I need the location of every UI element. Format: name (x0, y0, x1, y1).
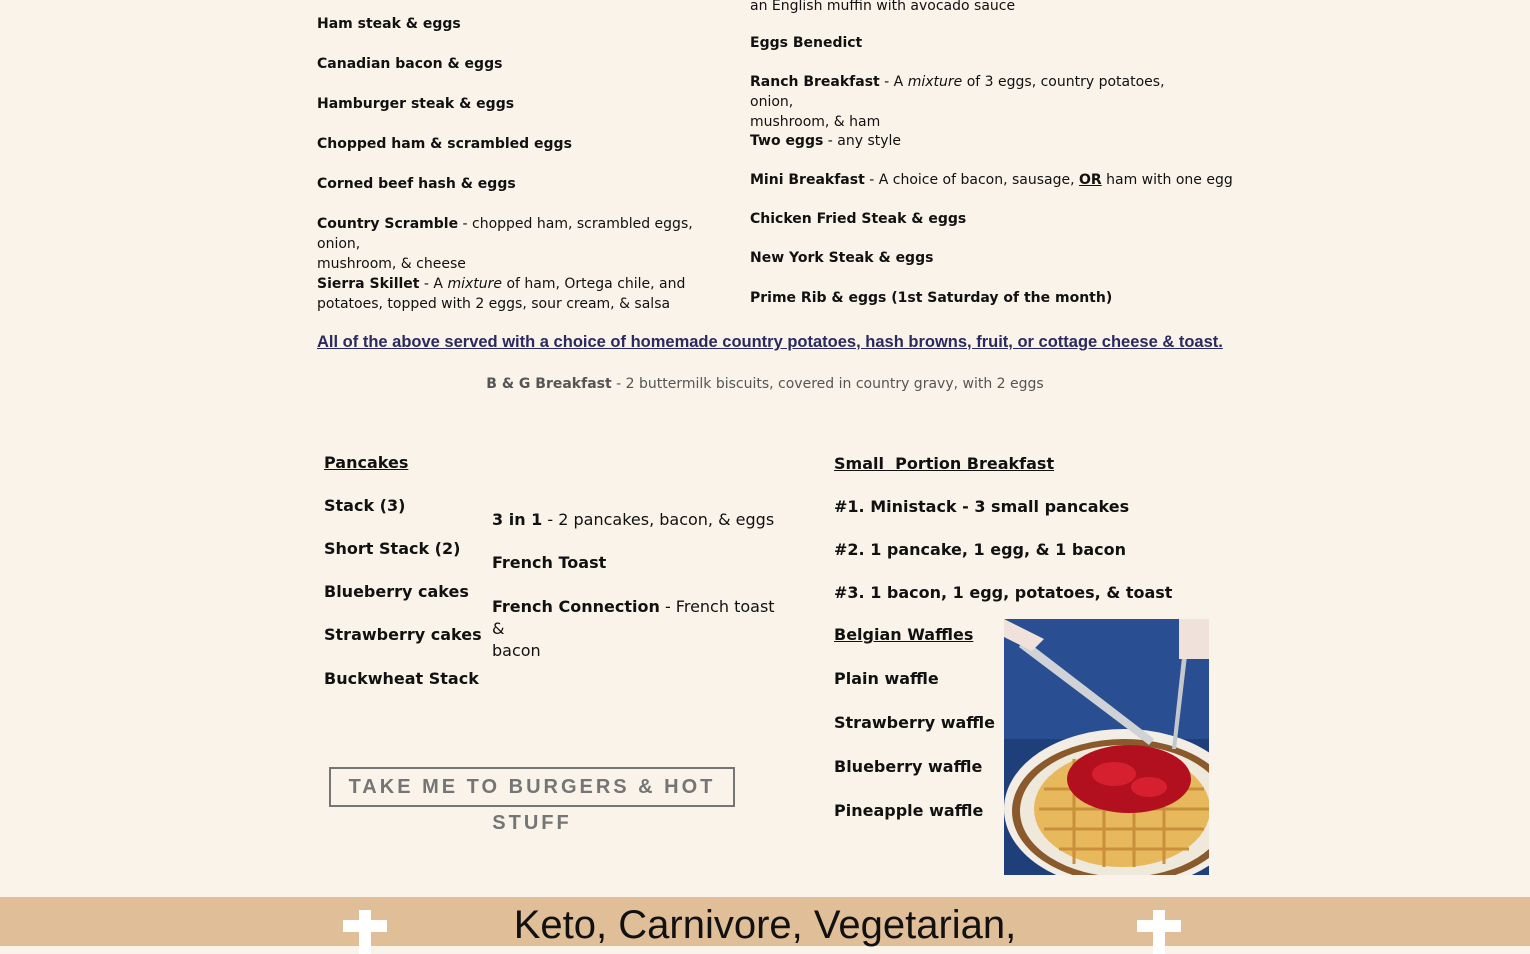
menu-item-hamburger-steak (317, 94, 514, 114)
menu-item-country-scramble (317, 214, 737, 274)
waffle-item: Blueberry waffle (834, 757, 983, 776)
item-desc-line2: mushroom, & cheese (317, 256, 466, 272)
waffle-item: Plain waffle (834, 669, 939, 688)
small-portion-item: #3. 1 bacon, 1 egg, potatoes, & toast (834, 583, 1173, 602)
item-desc-line2: bacon (492, 641, 541, 660)
item-desc-line2: potatoes, topped with 2 eggs, sour cream, & salsa (317, 296, 671, 312)
item-name: Prime Rib & eggs (1st Saturday of the month) (750, 290, 1113, 306)
pancake-item: Blueberry cakes (324, 582, 469, 601)
item-desc: - French toast & (492, 597, 775, 638)
item-name: Eggs Benedict (750, 35, 863, 51)
menu-item-mini-breakfast (750, 170, 1233, 190)
menu-item-two-eggs (750, 131, 901, 151)
menu-item-chicken-fried (750, 209, 966, 229)
pancakes-heading: Pancakes (324, 453, 409, 472)
waffle-photo (1004, 619, 1209, 875)
item-desc: - A choice of bacon, sausage, (864, 172, 1079, 188)
item-name: Mini Breakfast (750, 172, 865, 188)
item-desc: - any style (823, 133, 902, 149)
item-desc: an English muffin with avocado sauce (750, 0, 1016, 14)
waffle-photo-svg (1004, 619, 1209, 875)
item-desc-post: ham with one egg (1101, 172, 1233, 188)
served-with-note: All of the above served with a choice of homemade country potatoes, hash browns, fruit, or cottage cheese & toast. (317, 333, 1223, 351)
small-portion-item: #2. 1 pancake, 1 egg, & 1 bacon (834, 540, 1126, 559)
pancake-item: Stack (3) (324, 496, 406, 515)
small-portion-heading: Small Portion Breakfast (834, 454, 1055, 473)
item-name: Canadian bacon & eggs (317, 56, 503, 72)
menu-item-french-toast: French Toast (492, 553, 607, 572)
item-desc-italic: mixture (907, 74, 963, 90)
menu-item-prime-rib (750, 288, 1112, 308)
item-desc: - 2 buttermilk biscuits, covered in country gravy, with 2 eggs (611, 376, 1044, 392)
waffles-heading: Belgian Waffles (834, 625, 974, 644)
menu-item-bg-breakfast (0, 376, 1530, 392)
pancake-item: Buckwheat Stack (324, 669, 479, 688)
item-name: French Connection (492, 597, 660, 616)
item-name: Corned beef hash & eggs (317, 176, 516, 192)
footer-title: Keto, Carnivore, Vegetarian, (513, 903, 1017, 947)
item-desc: - chopped ham, scrambled eggs, onion, (317, 216, 693, 252)
item-desc-post: of 3 eggs, country potatoes, onion, (750, 74, 1165, 110)
item-name: Chopped ham & scrambled eggs (317, 136, 572, 152)
waffle-item: Pineapple waffle (834, 801, 984, 820)
menu-item-new-york (750, 248, 933, 268)
menu-item-eggs-benedict (750, 33, 862, 53)
menu-item-3-in-1 (492, 509, 774, 531)
item-name: New York Steak & eggs (750, 250, 934, 266)
menu-item-sierra-skillet (317, 274, 737, 314)
item-name: Sierra Skillet (317, 276, 420, 292)
item-name: Hamburger steak & eggs (317, 96, 515, 112)
item-name: 3 in 1 (492, 510, 543, 529)
item-name: Ham steak & eggs (317, 16, 461, 32)
menu-item-partial-text (750, 0, 1015, 16)
menu-item-corned-beef (317, 174, 516, 194)
item-name: Two eggs (750, 133, 824, 149)
item-desc: - 2 pancakes, bacon, & eggs (542, 510, 775, 529)
pancake-item: Strawberry cakes (324, 625, 482, 644)
item-desc-pre: - A (879, 74, 908, 90)
item-desc-post: of ham, Ortega chile, and (502, 276, 686, 292)
menu-item-ham-steak (317, 14, 461, 34)
item-desc-line2: mushroom, & ham (750, 114, 881, 130)
burgers-hot-stuff-button[interactable]: TAKE ME TO BURGERS & HOT STUFF (329, 767, 735, 807)
menu-item-ranch-breakfast (750, 72, 1210, 132)
menu-item-canadian-bacon (317, 54, 502, 74)
menu-item-chopped-ham (317, 134, 572, 154)
pancake-item: Short Stack (2) (324, 539, 461, 558)
item-name: Ranch Breakfast (750, 74, 880, 90)
item-desc-pre: - A (419, 276, 448, 292)
item-name: Chicken Fried Steak & eggs (750, 211, 967, 227)
waffle-item: Strawberry waffle (834, 713, 996, 732)
item-desc-or: OR (1079, 172, 1102, 188)
small-portion-item: #1. Ministack - 3 small pancakes (834, 497, 1130, 516)
item-name: B & G Breakfast (486, 376, 612, 392)
menu-item-french-connection (492, 596, 792, 662)
item-desc-italic: mixture (447, 276, 503, 292)
item-name: Country Scramble (317, 216, 459, 232)
